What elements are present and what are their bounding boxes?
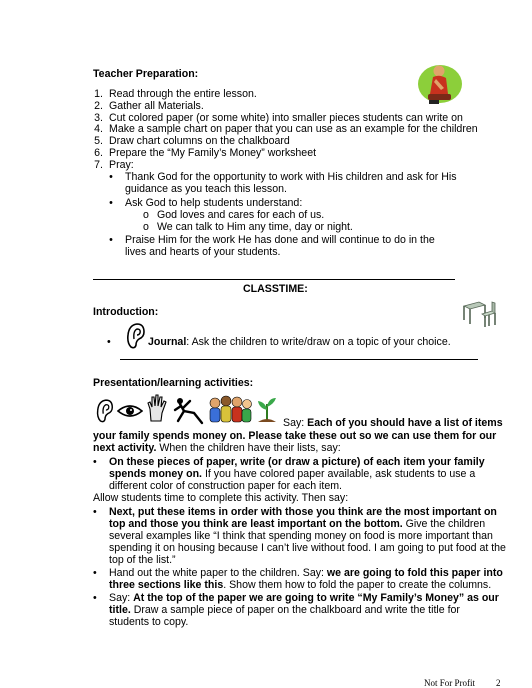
bullet-marker: • xyxy=(93,592,97,604)
list-item: Pray: xyxy=(109,158,134,171)
bullet3-rest-2: . Show them how to fold the paper to create the columns. xyxy=(223,579,492,591)
bullet1-line3: different color of construction paper for each item. xyxy=(109,480,342,492)
sub-bullet-text: We can talk to Him any time, day or night. xyxy=(157,221,353,233)
bullet1-rest-1: If you have colored paper available, ask students to use a xyxy=(202,468,476,480)
sub-bullet-marker: o xyxy=(143,221,149,233)
bullet-marker: • xyxy=(109,234,113,246)
say-prefix: Say: xyxy=(283,417,308,429)
list-item: Read through the entire lesson. xyxy=(109,88,257,100)
bullet4-bold-1: At the top of the paper we are going to write “My Family’s Money” as our xyxy=(133,592,499,604)
sprout-icon xyxy=(254,396,280,424)
pray-bullet-text: Praise Him for the work He has done and will continue to do in the xyxy=(125,234,435,246)
pray-bullet-text: lives and hearts of your students. xyxy=(125,246,281,258)
bullet-marker: • xyxy=(93,456,97,468)
journal-line xyxy=(148,336,451,348)
list-number: 2. xyxy=(94,99,103,112)
bullet4-line1 xyxy=(109,592,499,604)
bullet3-line2 xyxy=(109,579,491,591)
bullet2-line3: several examples like “I think that spending money on food is more important than xyxy=(109,530,493,542)
bullet2-line2 xyxy=(109,518,485,530)
classtime-heading: CLASSTIME: xyxy=(243,283,308,295)
footer-text: Not For Profit xyxy=(424,678,476,688)
journal-label: Journal xyxy=(148,336,187,348)
bullet1-bold-2: spends money on. xyxy=(109,468,203,480)
list-number: 7. xyxy=(94,158,103,171)
sub-bullet-marker: o xyxy=(143,209,149,221)
bullet-marker: • xyxy=(109,171,113,183)
bullet-marker: • xyxy=(109,197,113,209)
pray-bullet-text: Thank God for the opportunity to work with His children and ask for His xyxy=(125,171,457,183)
list-item: Draw chart columns on the chalkboard xyxy=(109,135,290,148)
bullet2-line4: spending it on housing because I can’t live without food. I am going to put food at the xyxy=(109,542,506,554)
list-item: Gather all Materials. xyxy=(109,99,204,112)
bullet3-bold-2: three sections like this xyxy=(109,579,224,591)
sub-bullet-text: God loves and cares for each of us. xyxy=(157,209,325,221)
children-group-icon xyxy=(207,395,253,425)
say-line-3 xyxy=(93,442,341,454)
list-item: Make a sample chart on paper that you can use as an example for the children xyxy=(109,123,478,136)
ear-icon xyxy=(125,321,147,351)
ear-icon xyxy=(95,397,115,425)
bullet-marker: • xyxy=(93,567,97,579)
bullet4-line2 xyxy=(109,604,460,616)
desk-chair-icon xyxy=(461,298,497,330)
list-number: 6. xyxy=(94,147,103,159)
divider-line xyxy=(120,359,478,360)
pray-bullet-text: Ask God to help students understand: xyxy=(125,197,303,209)
introduction-heading: Introduction: xyxy=(93,306,159,318)
bullet4-say: Say: xyxy=(109,592,134,604)
list-number: 4. xyxy=(94,123,103,136)
eye-icon xyxy=(117,403,143,419)
bullet4-rest-2: Draw a sample piece of paper on the chalkboard and write the title for xyxy=(130,604,460,616)
list-number: 3. xyxy=(94,111,103,124)
divider-line xyxy=(93,279,455,280)
allow-line: Allow students time to complete this activity. Then say: xyxy=(93,492,349,504)
say-line-1 xyxy=(283,417,503,429)
list-number: 5. xyxy=(94,135,103,148)
say-rest-3: When the children have their lists, say: xyxy=(156,442,341,454)
bullet1-line2 xyxy=(109,468,475,480)
say-line-2: your family spends money on. Please take these out so we can use them for our xyxy=(93,430,497,442)
say-bold-3: next activity. xyxy=(93,442,157,454)
bullet2-bold-2: top and those you think are least important on the bottom. xyxy=(109,518,403,530)
journal-bullet: • xyxy=(107,336,111,348)
list-item: Prepare the “My Family’s Money” worksheet xyxy=(109,147,317,159)
bullet2-line5: top of the list.” xyxy=(109,554,176,566)
bullet3-bold-inline: we are going to fold this paper into xyxy=(326,567,503,579)
stretching-person-icon xyxy=(172,397,204,425)
teacher-prep-heading: Teacher Preparation: xyxy=(93,68,199,80)
say-bold-1: Each of you should have a list of items xyxy=(307,417,503,429)
hand-icon xyxy=(146,393,168,423)
bullet2-rest-inline: Give the children xyxy=(402,518,486,530)
journal-text: : Ask the children to write/draw on a topic of your choice. xyxy=(186,336,451,348)
bullet4-line3: students to copy. xyxy=(109,616,189,628)
presentation-heading: Presentation/learning activities: xyxy=(93,377,254,389)
list-number: 1. xyxy=(94,88,103,100)
bullet3-first: Hand out the white paper to the children. Say: xyxy=(109,567,327,579)
list-item: Cut colored paper (or some white) into smaller pieces students can write on xyxy=(109,111,463,124)
pray-bullet-text: guidance as you teach this lesson. xyxy=(125,183,287,195)
praying-person-icon xyxy=(413,60,463,106)
bullet-marker: • xyxy=(93,506,97,518)
bullet1-line1: On these pieces of paper, write (or draw a picture) of each item your family xyxy=(109,456,485,468)
bullet4-bold-2: title. xyxy=(109,604,131,616)
bullet2-line1: Next, put these items in order with those you think are the most important on xyxy=(109,506,497,518)
page-number: 2 xyxy=(496,678,501,688)
bullet3-line1 xyxy=(109,567,503,579)
